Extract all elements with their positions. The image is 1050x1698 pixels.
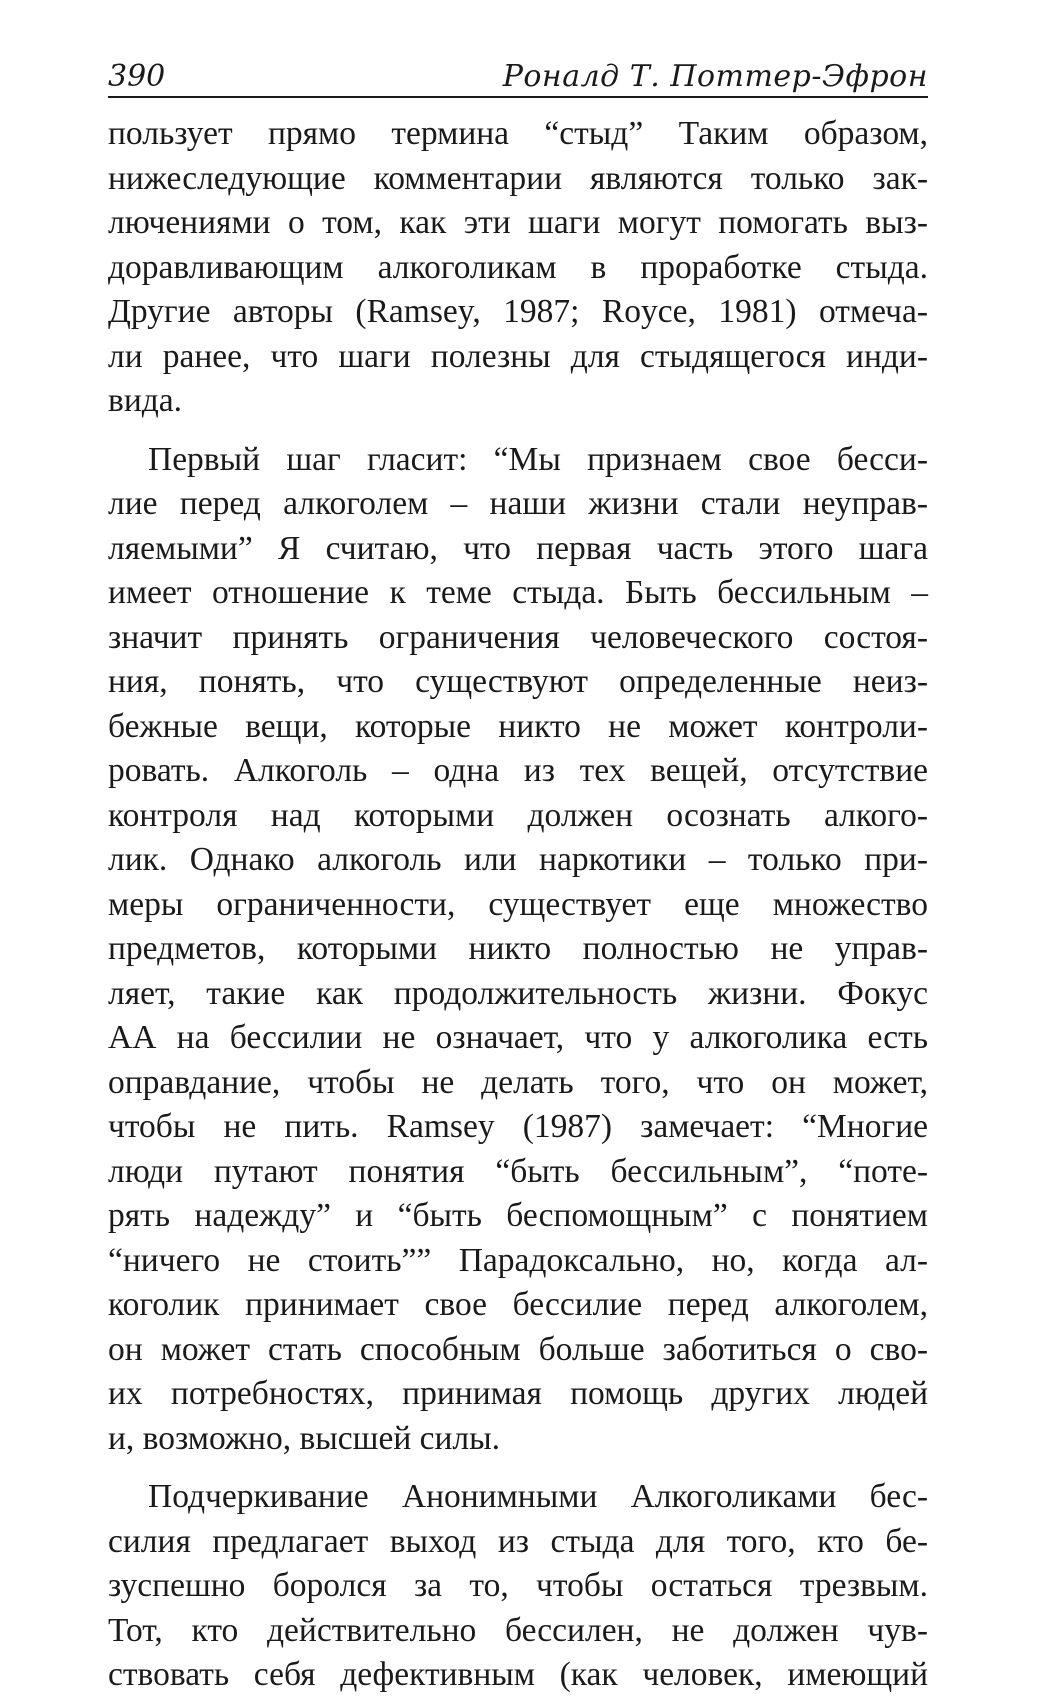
text-line: значит принять ограничения человеческого состоя- <box>108 618 928 656</box>
text-line: ровать. Алкоголь – одна из тех вещей, отсутствие <box>108 752 928 789</box>
page-number: 390 <box>108 59 166 94</box>
text-line: бежные вещи, которые никто не может контроли- <box>108 707 928 745</box>
text-line: имеет отношение к теме стыда. Быть бессильным – <box>108 574 928 611</box>
text-line: контроля над которыми должен осознать алкого- <box>108 796 928 834</box>
text-line: люди путают понятия “быть бессильным”, “поте- <box>108 1152 928 1190</box>
book-page <box>108 52 928 1698</box>
text-line: ляемыми” Я считаю, что первая часть этого шага <box>108 529 928 567</box>
text-line: “ничего не стоить”” Парадоксально, но, когда ал- <box>108 1241 928 1279</box>
text-line: вида. <box>108 382 183 419</box>
text-line: коголик принимает свое бессилие перед алкоголем, <box>108 1286 928 1323</box>
text-line: Первый шаг гласит: “Мы признаем свое бесси- <box>148 440 928 478</box>
text-line: зуспешно боролся за то, чтобы остаться трезвым. <box>108 1567 928 1604</box>
running-title: Роналд Т. Поттер-Эфрон <box>502 59 928 94</box>
text-line: Тот, кто действительно бессилен, не должен чув- <box>108 1611 928 1649</box>
text-line: ния, понять, что существуют определенные неиз- <box>108 663 928 700</box>
text-line: меры ограниченности, существует еще множество <box>108 885 928 923</box>
text-line: лие перед алкоголем – наши жизни стали неуправ- <box>108 485 928 522</box>
text-line: их потребностях, принимая помощь других людей <box>108 1375 928 1412</box>
text-line: рять надежду” и “быть беспомощным” с понятием <box>108 1197 928 1234</box>
text-line: ли ранее, что шаги полезны для стыдящегося инди- <box>108 337 928 375</box>
text-line: и, возможно, высшей силы. <box>108 1419 501 1457</box>
text-line: ляет, такие как продолжительность жизни. Фокус <box>108 974 928 1012</box>
paragraph-3 <box>108 1475 928 1698</box>
text-line: чтобы не пить. Ramsey (1987) замечает: “Многие <box>108 1108 928 1145</box>
text-line: Подчеркивание Анонимными Алкоголиками бес- <box>148 1478 928 1515</box>
text-line: пользует прямо термина “стыд” Таким образом, <box>108 115 928 152</box>
paragraph-2 <box>108 438 928 1462</box>
text-line: лючениями о том, как эти шаги могут помогать выз- <box>108 204 928 241</box>
paragraph-gap <box>108 1461 928 1475</box>
text-line: ствовать себя дефективным (как человек, имеющий <box>108 1656 928 1693</box>
text-line: оправдание, чтобы не делать того, что он может, <box>108 1063 928 1101</box>
text-line: доравливающим алкоголикам в проработке стыда. <box>108 248 928 286</box>
text-line: АА на бессилии не означает, что у алкоголика есть <box>108 1019 928 1056</box>
text-line: предметов, которыми никто полностью не управ- <box>108 930 928 967</box>
body-text <box>108 112 928 1698</box>
text-line: силия предлагает выход из стыда для того, кто бе- <box>108 1522 928 1560</box>
text-line: нижеследующие комментарии являются только зак- <box>108 159 928 197</box>
running-head <box>108 52 928 98</box>
paragraph-1 <box>108 112 928 424</box>
text-line: Другие авторы (Ramsey, 1987; Royce, 1981) отмеча- <box>108 293 928 330</box>
text-line: лик. Однако алкоголь или наркотики – только при- <box>108 841 928 878</box>
paragraph-gap <box>108 424 928 438</box>
text-line: он может стать способным больше заботиться о сво- <box>108 1330 928 1368</box>
